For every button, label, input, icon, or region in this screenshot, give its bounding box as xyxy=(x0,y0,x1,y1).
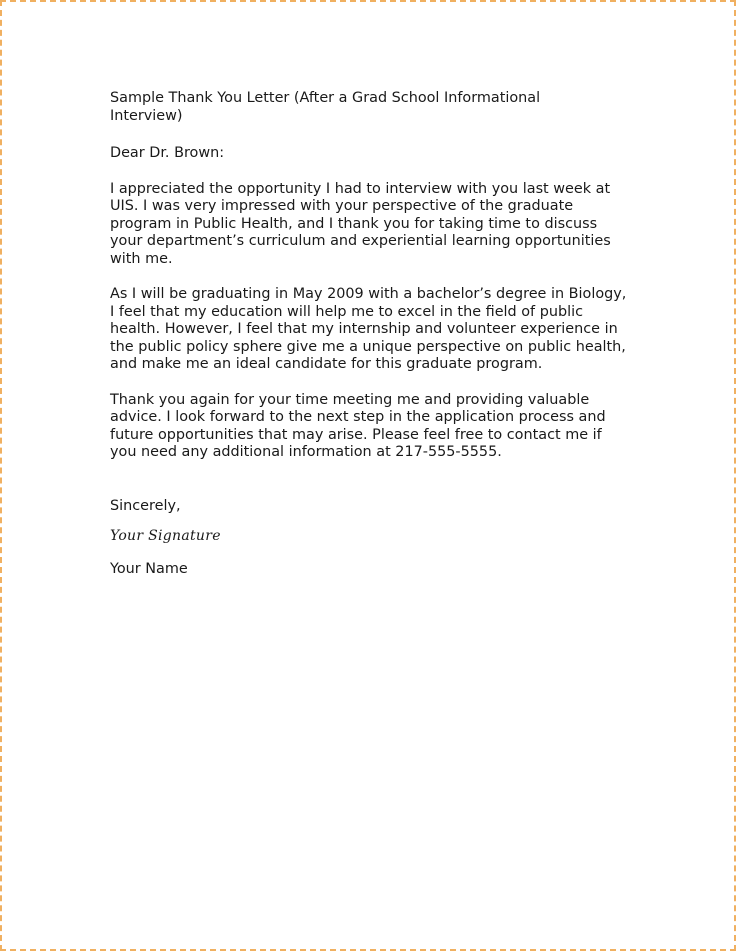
paragraph-line: with me. xyxy=(110,250,173,267)
signature: Your Signature xyxy=(110,528,221,544)
paragraph-line: and make me an ideal candidate for this graduate program. xyxy=(110,356,543,372)
closing: Sincerely, xyxy=(110,497,181,514)
paragraph-2 xyxy=(110,286,650,374)
paragraph-line: Thank you again for your time meeting me and providing valuable xyxy=(110,391,590,408)
letter-body xyxy=(110,90,650,578)
paragraph-line: I feel that my education will help me to excel in the field of public xyxy=(110,303,583,320)
paragraph-line: I appreciated the opportunity I had to interview with you last week at xyxy=(110,180,611,197)
paragraph-line: advice. I look forward to the next step in the application process and xyxy=(110,409,606,425)
paragraph-line: you need any additional information at 217-555-5555. xyxy=(110,444,502,460)
sender-name: Your Name xyxy=(110,560,188,577)
paragraph-line: As I will be graduating in May 2009 with a bachelor’s degree in Biology, xyxy=(110,286,627,302)
paragraph-line: program in Public Health, and I thank you for taking time to discuss xyxy=(110,215,598,232)
salutation: Dear Dr. Brown: xyxy=(110,145,225,161)
letter-title xyxy=(110,90,650,125)
paragraph-line: UIS. I was very impressed with your perspective of the graduate xyxy=(110,198,574,214)
letter-title-line: Interview) xyxy=(110,107,183,124)
paragraph-line: the public policy sphere give me a unique perspective on public health, xyxy=(110,338,626,355)
paragraph-3 xyxy=(110,392,650,462)
paragraph-1 xyxy=(110,181,650,269)
paragraph-line: health. However, I feel that my internship and volunteer experience in xyxy=(110,321,618,337)
paragraph-line: future opportunities that may arise. Please feel free to contact me if xyxy=(110,426,602,443)
paragraph-line: your department’s curriculum and experiential learning opportunities xyxy=(110,233,611,249)
letter-title-line: Sample Thank You Letter (After a Grad School Informational xyxy=(110,90,541,106)
